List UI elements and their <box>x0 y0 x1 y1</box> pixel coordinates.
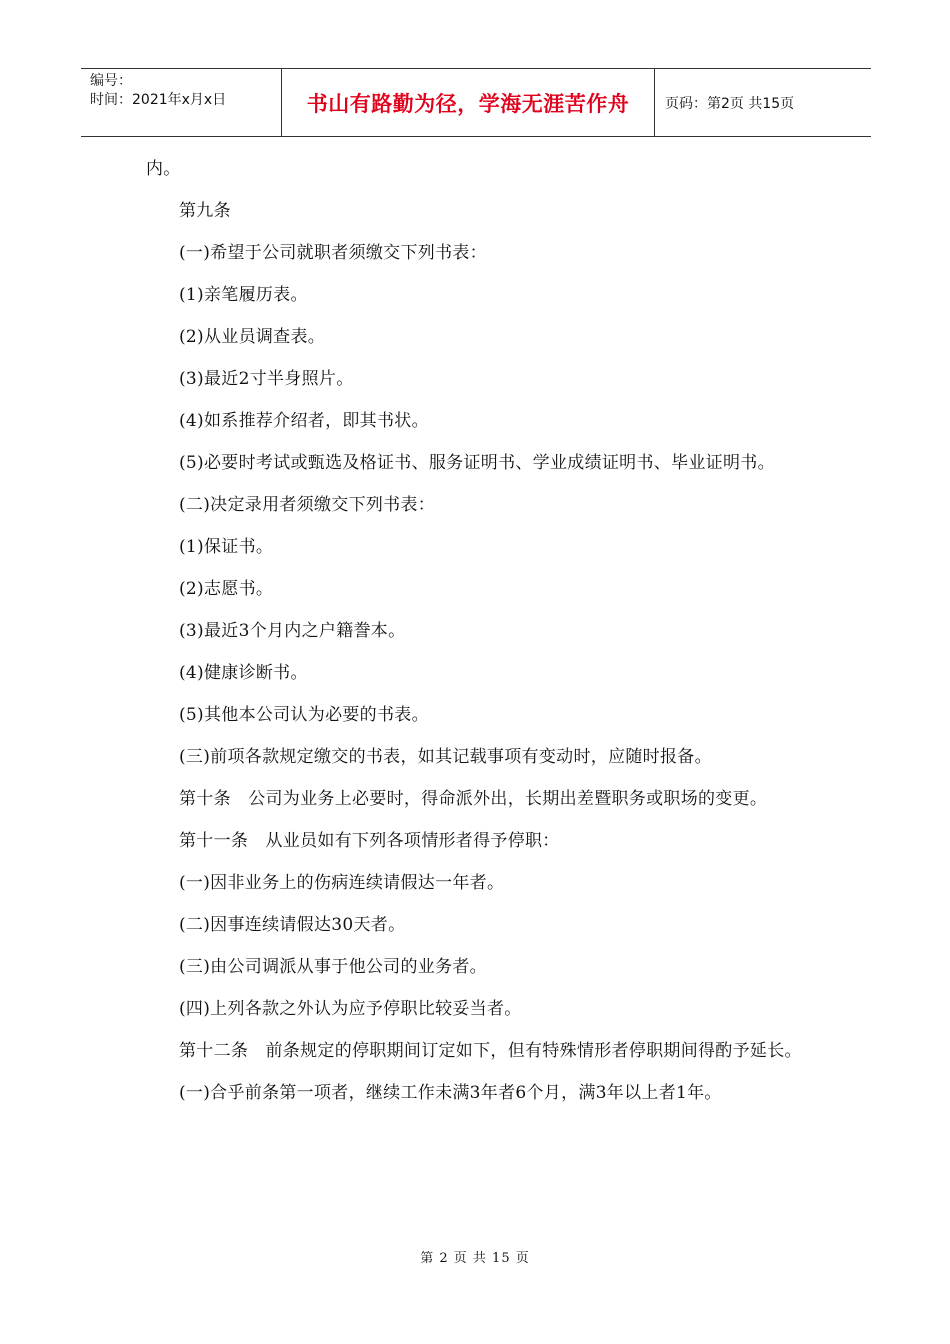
list-item: (一)合乎前条第一项者，继续工作未满3年者6个月，满3年以上者1年。 <box>179 1083 722 1103</box>
article-heading: 第九条 <box>179 201 231 221</box>
document-body <box>146 154 810 1120</box>
list-item: (4)健康诊断书。 <box>179 663 308 683</box>
header-meta-cell <box>81 69 282 136</box>
list-item: (1)保证书。 <box>179 537 274 557</box>
list-item: (5)其他本公司认为必要的书表。 <box>179 705 429 725</box>
list-item: (1)亲笔履历表。 <box>179 285 308 305</box>
article-paragraph: 第十一条 从业员如有下列各项情形者得予停职： <box>179 831 560 851</box>
paragraph: (二)决定录用者须缴交下列书表： <box>179 495 436 515</box>
article-paragraph: 第十条 公司为业务上必要时，得命派外出，长期出差暨职务或职场的变更。 <box>179 789 768 809</box>
page-footer: 第 2 页 共 15 页 <box>420 1251 530 1266</box>
document-number-label: 编号： <box>90 73 132 89</box>
article-paragraph: 第十二条 前条规定的停职期间订定如下，但有特殊情形者停职期间得酌予延长。 <box>179 1041 802 1061</box>
document-header <box>81 68 871 137</box>
paragraph: (一)希望于公司就职者须缴交下列书表： <box>179 243 487 263</box>
list-item: (2)从业员调查表。 <box>179 327 326 347</box>
list-item: (3)最近2寸半身照片。 <box>179 369 354 389</box>
list-item: (5)必要时考试或甄选及格证书、服务证明书、学业成绩证明书、毕业证明书。 <box>179 453 775 473</box>
list-item: (3)最近3个月内之户籍誊本。 <box>179 621 406 641</box>
list-item: (一)因非业务上的伤病连续请假达一年者。 <box>179 873 505 893</box>
paragraph: 内。 <box>146 159 181 179</box>
document-time-label: 时间：2021年x月x日 <box>90 92 227 108</box>
list-item: (4)如系推荐介绍者，即其书状。 <box>179 411 429 431</box>
list-item: (四)上列各款之外认为应予停职比较妥当者。 <box>179 999 522 1019</box>
header-page-label: 页码：第2页 共15页 <box>665 95 795 112</box>
list-item: (2)志愿书。 <box>179 579 274 599</box>
list-item: (三)由公司调派从事于他公司的业务者。 <box>179 957 487 977</box>
paragraph: (三)前项各款规定缴交的书表，如其记载事项有变动时，应随时报备。 <box>179 747 712 767</box>
list-item: (二)因事连续请假达30天者。 <box>179 915 406 935</box>
header-motto: 书山有路勤为径，学海无涯苦作舟 <box>282 69 655 136</box>
